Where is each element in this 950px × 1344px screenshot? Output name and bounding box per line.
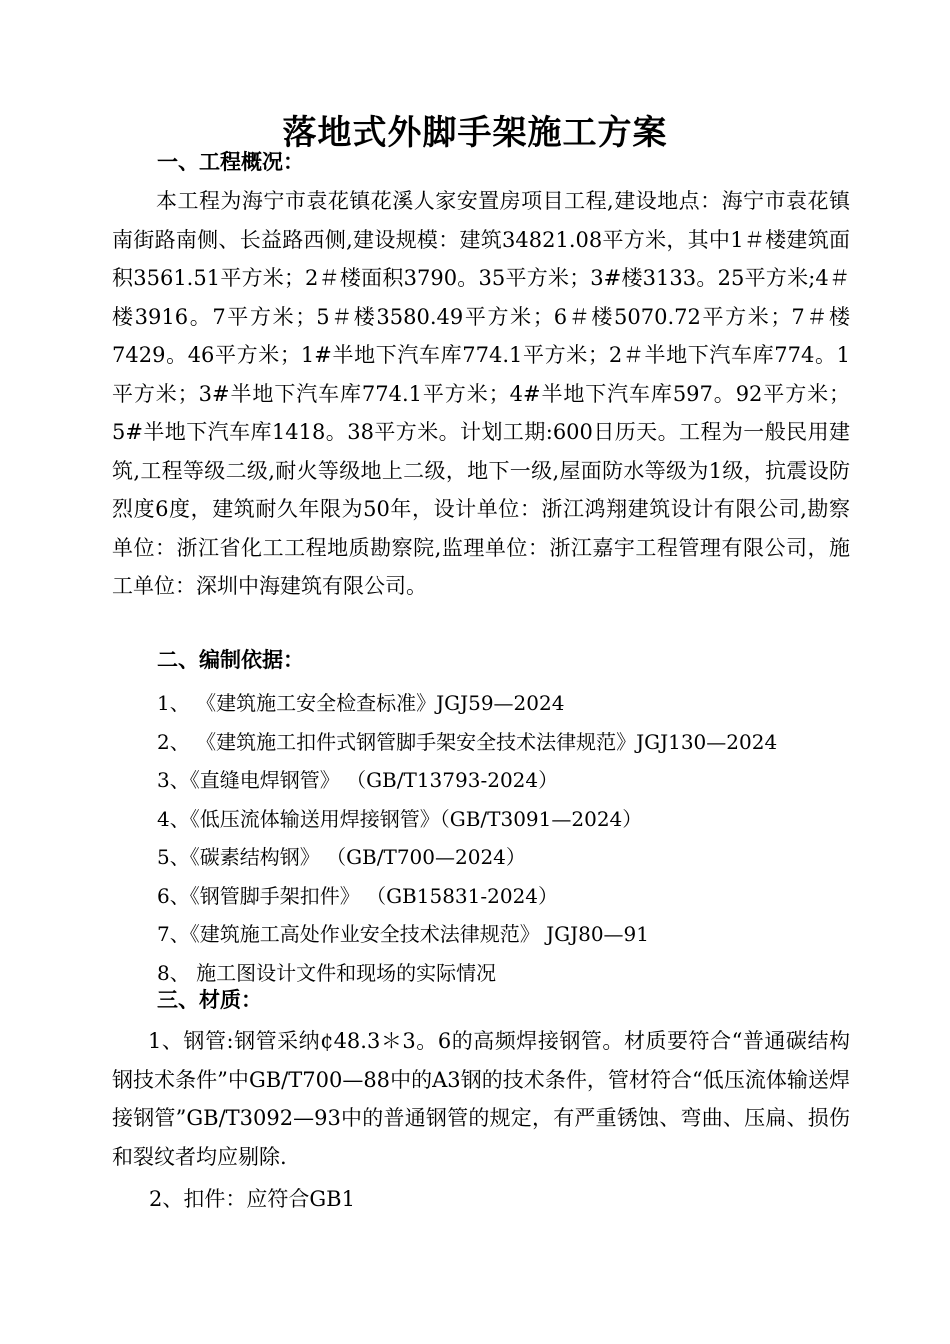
basis-item: 1、 《建筑施工安全检查标准》JGJ59—2024 bbox=[157, 691, 565, 715]
document-title: 落地式外脚手架施工方案 bbox=[282, 113, 668, 153]
basis-item: 4、《低压流体输送用焊接钢管》（GB/T3091—2024） bbox=[157, 806, 643, 831]
basis-item: 2、 《建筑施工扣件式钢管脚手架安全技术法律规范》JGJ130—2024 bbox=[157, 729, 778, 754]
basis-item: 3、《直缝电焊钢管》 （GB/T13793-2024） bbox=[157, 768, 559, 792]
basis-item: 5、《碳素结构钢》 （GB/T700—2024） bbox=[157, 845, 526, 869]
material-item-steel-pipe: 1、钢管:钢管采纳¢48.3＊3。6的高频焊接钢管。材质要符合“普通碳结构钢技术条件”中GB/T700—88中的A3钢的技术条件，管材符合“低压流体输送焊接钢管”GB/T3092—93中的普通钢管的规定，有严重锈蚀、弯曲、压扁、损伤和裂纹者均应剔除. bbox=[112, 1029, 850, 1169]
section-heading-basis: 二、编制依据： bbox=[157, 647, 304, 672]
basis-item: 6、《钢管脚手架扣件》 （GB15831-2024） bbox=[157, 883, 559, 908]
basis-item: 8、 施工图设计文件和现场的实际情况 bbox=[157, 960, 497, 985]
material-item-fastener: 2、扣件：应符合GB1 bbox=[149, 1187, 355, 1211]
basis-list bbox=[157, 684, 777, 992]
basis-item: 7、《建筑施工高处作业安全技术法律规范》 JGJ80—91 bbox=[157, 922, 649, 946]
overview-paragraph: 本工程为海宁市袁花镇花溪人家安置房项目工程,建设地点：海宁市袁花镇南街路南侧、长益路西侧,建设规模：建筑34821.08平方米，其中1＃楼建筑面积3561.51平方米；2＃楼面积3790。35平方米；3#楼3133。25平方米;4＃楼3916。7平方米；5＃楼3580.49平方米；6＃楼5070.72平方米；7＃楼7429。46平方米；1#半地下汽车库774.1平方米；2＃半地下汽车库774。1平方米；3#半地下汽车库774.1平方米；4#半地下汽车库597。92平方米；5#半地下汽车库1418。38平方米。计划工期:600日历天。工程为一般民用建筑,工程等级二级,耐火等级地上二级，地下一级,屋面防水等级为1级，抗震设防烈度6度，建筑耐久年限为50年，设计单位：浙江鸿翔建筑设计有限公司,勘察单位：浙江省化工工程地质勘察院,监理单位：浙江嘉宇工程管理有限公司，施工单位：深圳中海建筑有限公司。 bbox=[112, 189, 850, 598]
section-heading-material: 三、材质： bbox=[157, 987, 262, 1012]
section-heading-overview: 一、工程概况： bbox=[157, 149, 304, 174]
